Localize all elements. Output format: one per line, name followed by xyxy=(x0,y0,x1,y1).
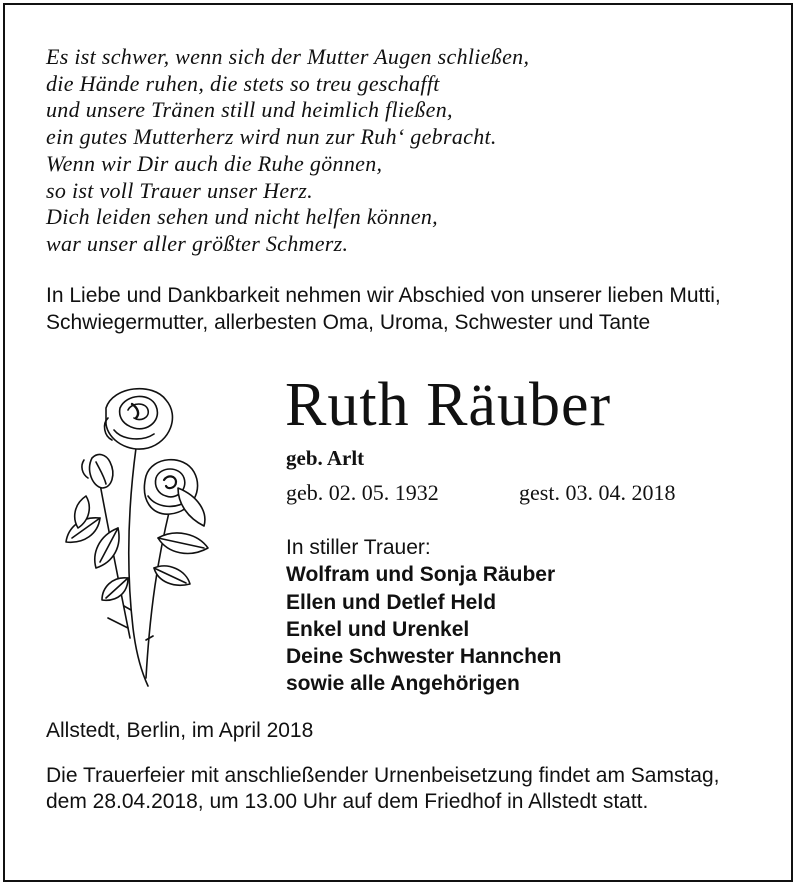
mourner-name: Deine Schwester Hannchen xyxy=(286,645,562,669)
maiden-name: geb. Arlt xyxy=(286,446,365,470)
mourner-name: Ellen und Detlef Held xyxy=(286,590,497,614)
mourner-name: Wolfram und Sonja Räuber xyxy=(286,563,556,587)
mourner-name: Enkel und Urenkel xyxy=(286,617,470,641)
mourner-name: sowie alle Angehörigen xyxy=(286,672,520,696)
poem-line: und unsere Tränen still und heimlich fließen, xyxy=(46,97,453,123)
life-dates xyxy=(286,480,676,506)
poem-line: Es ist schwer, wenn sich der Mutter Augen schließen, xyxy=(46,44,530,69)
poem xyxy=(46,44,766,258)
death-date: gest. 03. 04. 2018 xyxy=(519,480,676,505)
poem-line: Wenn wir Dir auch die Ruhe gönnen, xyxy=(46,150,383,176)
deceased-name: Ruth Räuber xyxy=(285,371,612,439)
poem-line: Dich leiden sehen und nicht helfen können, xyxy=(46,204,438,230)
intro-text: In Liebe und Dankbarkeit nehmen wir Abschied von unserer lieben Mutti, Schwiegermutter, allerbesten Oma, Uroma, Schwester und Tante xyxy=(46,284,721,334)
mourners-block xyxy=(286,534,561,698)
poem-line: die Hände ruhen, die stets so treu geschafft xyxy=(46,70,440,96)
rose-illustration-icon xyxy=(58,378,228,688)
birth-date: geb. 02. 05. 1932 xyxy=(286,480,439,505)
poem-line: ein gutes Mutterherz wird nun zur Ruh‘ gebracht. xyxy=(46,124,497,150)
funeral-notice: Die Trauerfeier mit anschließender Urnenbeisetzung findet am Samstag, dem 28.04.2018, um 13.00 Uhr auf dem Friedhof in Allstedt statt. xyxy=(46,764,720,813)
place-date: Allstedt, Berlin, im April 2018 xyxy=(46,719,314,742)
poem-line: so ist voll Trauer unser Herz. xyxy=(46,177,313,203)
poem-line: war unser aller größter Schmerz. xyxy=(46,230,349,256)
mourners-label: In stiller Trauer: xyxy=(286,536,431,559)
